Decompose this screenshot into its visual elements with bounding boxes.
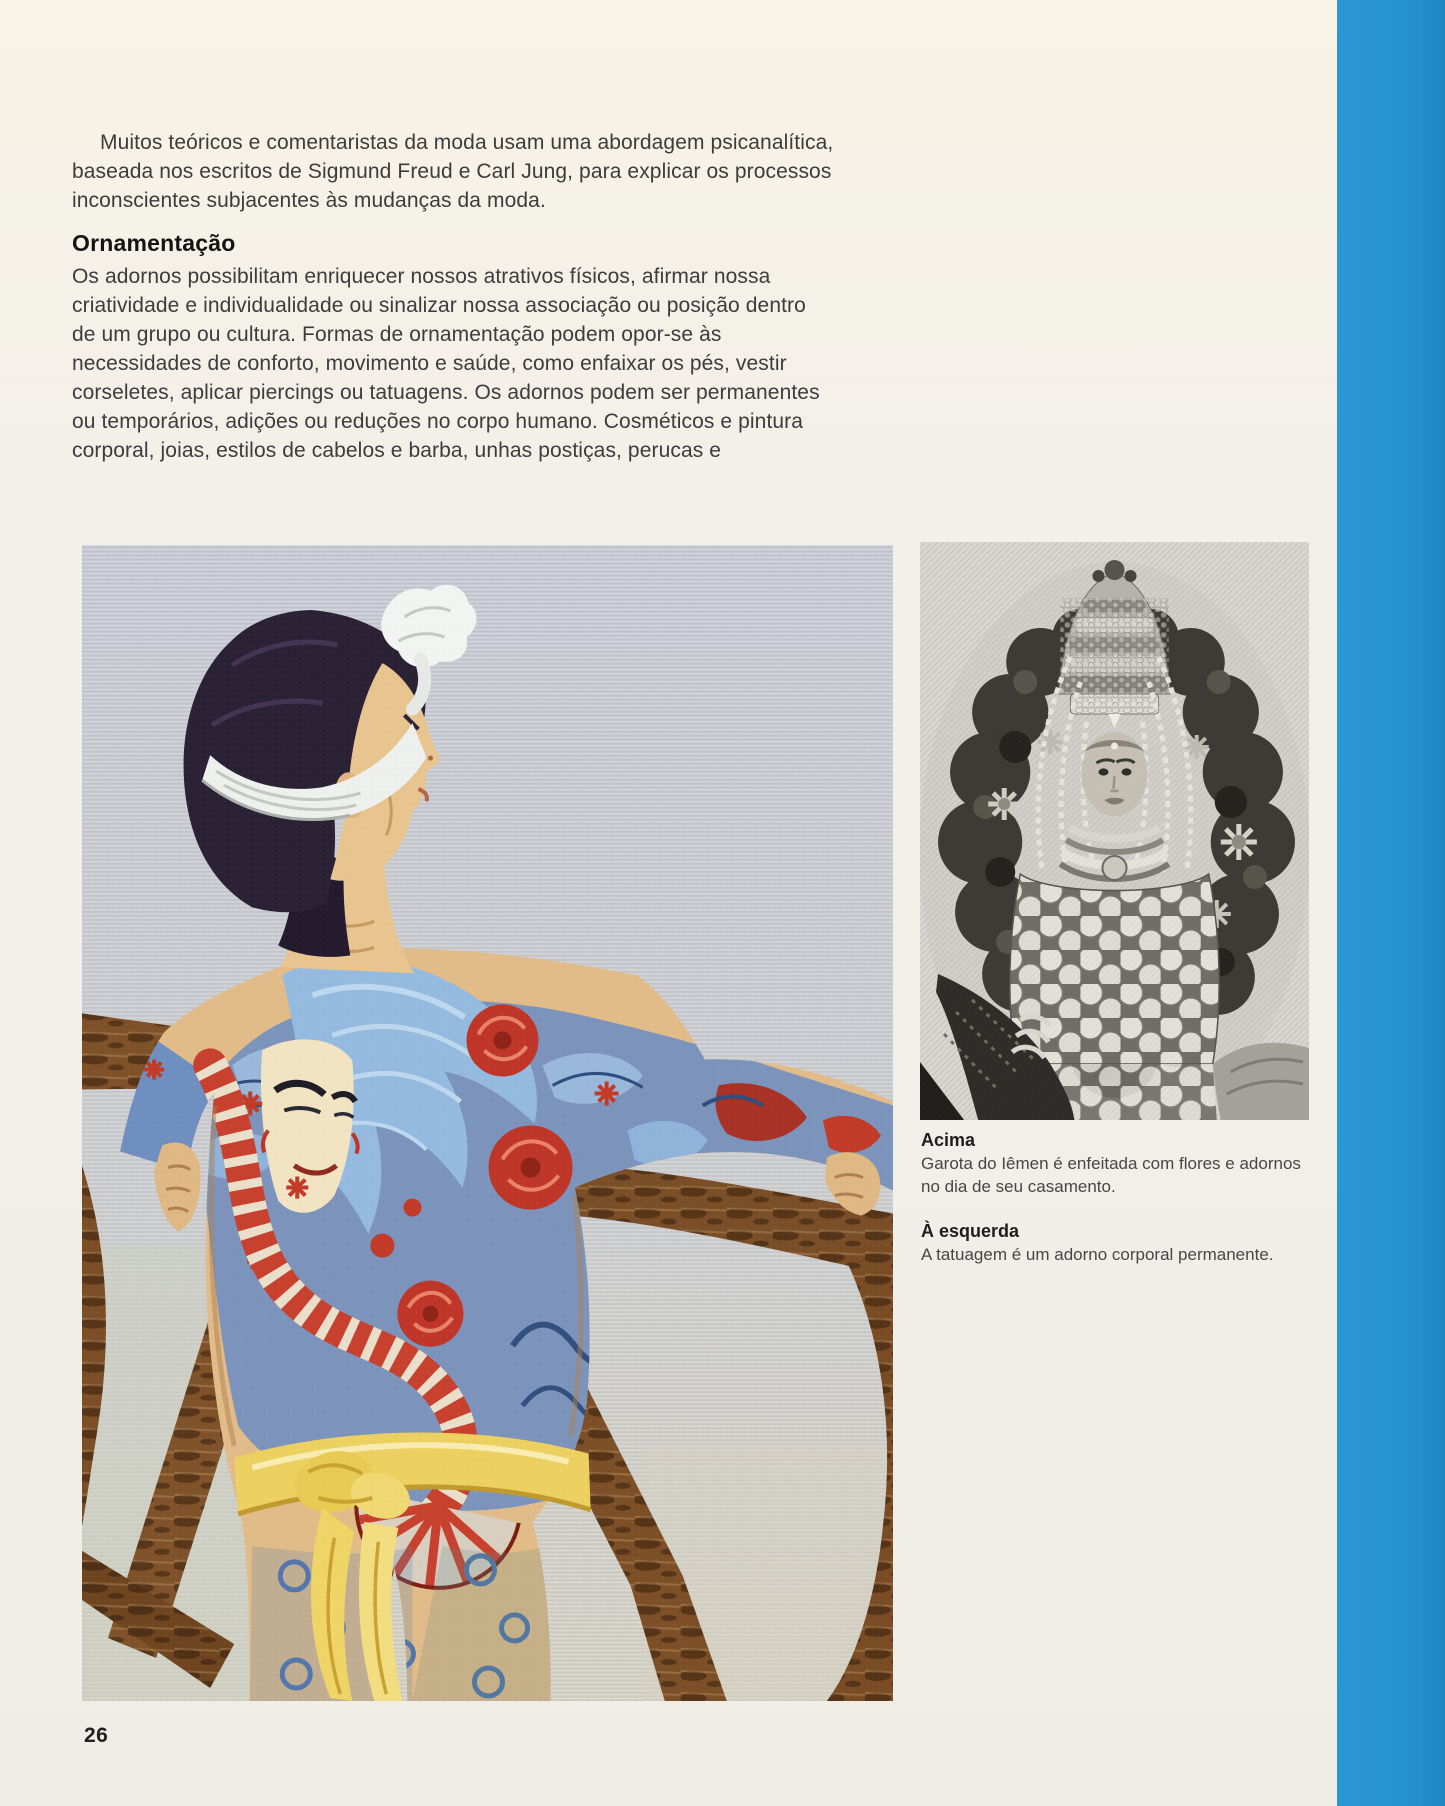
body-line: de um grupo ou cultura. Formas de ornamentação podem opor-se às	[72, 323, 722, 346]
body-line: criatividade e individualidade ou sinalizar nossa associação ou posição dentro	[72, 294, 806, 317]
intro-line: baseada nos escritos de Sigmund Freud e Carl Jung, para explicar os processos	[72, 160, 832, 183]
intro-paragraph	[72, 128, 872, 215]
intro-line: Muitos teóricos e comentaristas da moda usam uma abordagem psicanalítica,	[100, 131, 834, 154]
caption-above-label: Acima	[921, 1130, 976, 1150]
caption-left-text: A tatuagem é um adorno corporal permanente.	[921, 1245, 1274, 1264]
section-heading: Ornamentação	[72, 230, 236, 256]
caption-left-label: À esquerda	[921, 1221, 1020, 1241]
body-line: Os adornos possibilitam enriquecer nossos atrativos físicos, afirmar nossa	[72, 265, 771, 288]
caption-block	[921, 1128, 1331, 1266]
body-line: corseletes, aplicar piercings ou tatuagens. Os adornos podem ser permanentes	[72, 381, 820, 404]
page-edge-accent-bar	[1337, 0, 1445, 1806]
section-paragraph	[72, 262, 902, 465]
page-number: 26	[84, 1724, 109, 1747]
tattoo-photo-illustration	[82, 545, 893, 1701]
bride-photo	[920, 542, 1309, 1120]
tattoo-photo	[82, 545, 893, 1701]
body-line: necessidades de conforto, movimento e saúde, como enfaixar os pés, vestir	[72, 352, 787, 375]
caption-spacer	[921, 1198, 1331, 1219]
intro-line: inconscientes subjacentes às mudanças da moda.	[72, 189, 546, 212]
caption-above-text: no dia de seu casamento.	[921, 1177, 1116, 1196]
body-line: ou temporários, adições ou reduções no corpo humano. Cosméticos e pintura	[72, 410, 804, 433]
caption-above-text: Garota do Iêmen é enfeitada com flores e adornos	[921, 1154, 1301, 1173]
bride-photo-illustration	[920, 542, 1309, 1120]
body-line: corporal, joias, estilos de cabelos e barba, unhas postiças, perucas e	[72, 439, 722, 462]
